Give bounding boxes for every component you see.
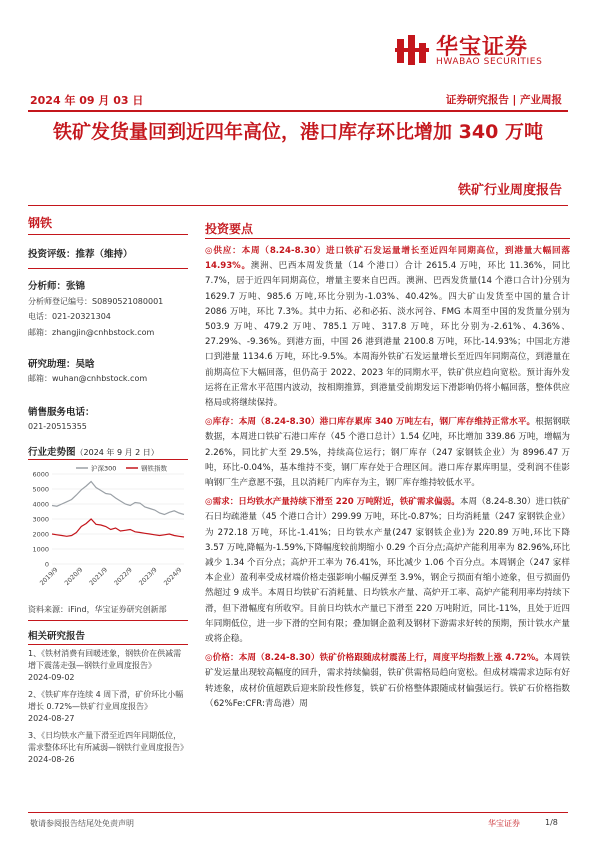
sales-heading: 销售服务电话： (28, 407, 95, 418)
key-point-text: 本周（8.24-8.30）进口铁矿石日均疏港量（45 个港口合计）299.99 万吨，环比-0.87%；日均消耗量（247 家钢铁企业）为 272.18 万吨，环比-1.41%；日均铁水产量(247 家钢铁企业)为 220.89 万吨,环比下降 3.57 万吨,降幅为-1.59%,下降幅度较前期缩小 0.29 个百分点;高炉产能利用率为 82.96%,环比减少 1.34 个百分点；高炉开工率为 76.41%，环比减少 1.06 个百分点。本周钢企（247 家样本企业）盈利率受成材端价格走强影响小幅反弹至 3.9%，钢企亏损面有缩小迹象，但亏损面仍然超过 9 成半。本周日均铁矿石消耗量、日均铁水产量、高炉开工率、高炉产能利用率均持续下滑，但下滑幅度有所收窄。目前日均铁水产量已下滑至 220 万吨附近，同比-11%，且处于近四年同期低位，进一步下滑的空间有限；叠加钢企盈利及钢材下游需求好转的预期，预计铁水产量或将企稳。 (205, 497, 570, 645)
key-point-supply (205, 244, 570, 411)
related-reports-heading: 相关研究报告 (28, 631, 86, 642)
section-divider (28, 644, 188, 645)
key-point-inventory (205, 415, 570, 491)
key-point-demand (205, 495, 570, 647)
rating-value: 推荐（维持） (75, 249, 133, 260)
brand-name: 华宝证券 (436, 35, 529, 60)
related-report-title[interactable]: 2、《铁矿库存连续 4 周下滑，矿价环比小幅增长 0.72%—铁矿行业周度报告》 (28, 690, 184, 711)
key-point-price (205, 651, 570, 712)
report-title: 铁矿发货量回到近四年高位，港口库存环比增加 340 万吨 (53, 121, 543, 143)
assistant-name: 吴晗 (75, 359, 95, 370)
chart-legend (76, 464, 168, 473)
brand-logo-icon (395, 33, 429, 67)
investment-rating (28, 246, 188, 260)
related-report-date: 2024-08-26 (28, 755, 75, 764)
bullet-icon: ◎ (205, 497, 213, 508)
analyst-heading (28, 278, 188, 292)
footer-brand: 华宝证券 (488, 819, 520, 828)
key-point-lead: 供应：本周（8.24-8.30）进口铁矿石发运量增长至近四年同期高位，到港量大幅回落 14.93%。 (205, 246, 570, 272)
key-point-text: 本周铁矿发运量出现较高幅度的回升，需求持续偏弱，铁矿供需格局趋向宽松。但成材端需求边际有好转迹象，成材价值超跌后迎来阶段性修复，铁矿石价格整体跟随成材偏强运行。铁矿石价格指数（62%Fe:CFR:青岛港）周 (205, 653, 570, 709)
industry-trend-chart (24, 460, 190, 592)
x-tick-label: 2022/9 (113, 566, 134, 588)
assistant-label: 研究助理： (28, 359, 76, 370)
key-points-body (205, 244, 570, 712)
y-tick-label: 6000 (32, 470, 49, 479)
x-axis (39, 566, 184, 587)
related-report-item[interactable] (28, 730, 188, 766)
disclaimer-note: 敬请参阅报告结尾处免责声明 (30, 819, 134, 828)
chart-source: 资料来源：iFind，华宝证券研究创新部 (28, 605, 167, 614)
key-point-text: 澳洲、巴西本周发货量（14 个港口）合计 2615.4 万吨，环比 11.36%，同比 7.7%，居于近四年同期高位，增量主要来自巴西。澳洲、巴西发货量(14 个港口合计)分别为 1629.7 万吨、985.6 万吨,环比分别为-1.03%、40.42%。四大矿山发货至中国的量合计 2086 万吨，环比 7.3%。其中力拓、必和必拓、淡水河谷、FMG 本周至中国的发货量分别为 503.9 万吨、479.2 万吨、785.1 万吨、317.8 万吨，环比分别为-2.61%、4.36%、27.29%、-9.36%。到港方面，中国 26 港到港量 2100.8 万吨，环比-14.93%；中国北方港口到港量 1134.6 万吨，环比-9.5%。本周海外铁矿石发运量增长至近四年同期高位，到港量在前期高位下大幅回落，但仍高于 2022、2023 年的同期水平，铁矿供应趋向宽松。预计海外发运将在正常水平范围内波动，按相期推算，到港量受前期发运下滑影响仍将小幅回落，整体供应格局或将继续保持。 (205, 261, 570, 409)
chart-heading (28, 444, 188, 458)
y-tick-label: 4000 (32, 500, 49, 509)
rating-label: 投资评级： (28, 249, 76, 260)
key-point-lead: 库存：本周（8.24-8.30）港口库存累库 340 万吨左右，钢厂库存维持正常水平。 (212, 417, 536, 428)
series-line (52, 482, 184, 515)
key-points-heading: 投资要点 (205, 222, 254, 236)
y-tick-label: 5000 (32, 485, 49, 494)
report-subtitle: 铁矿行业周度报告 (457, 183, 562, 198)
footer-divider (28, 812, 568, 813)
sales-phone: 021-20515355 (28, 422, 87, 431)
related-report-title[interactable]: 1、《铁材消费有回暖迹象，钢铁价在供减需增下震荡走强—钢铁行业周度报告》 (28, 649, 182, 670)
legend-label: 钢铁指数 (141, 464, 167, 473)
bullet-icon: ◎ (205, 653, 213, 664)
key-points-divider (205, 238, 570, 239)
chart-title: 行业走势图 (28, 447, 76, 458)
related-report-date: 2024-09-02 (28, 673, 75, 682)
analyst-name: 张锦 (66, 281, 86, 292)
section-divider (28, 268, 188, 269)
sector-name: 钢铁 (28, 216, 53, 230)
title-divider (28, 205, 568, 206)
y-tick-label: 0 (44, 560, 49, 569)
series-line (52, 519, 184, 537)
x-tick-label: 2019/9 (38, 566, 60, 588)
x-tick-label: 2021/9 (88, 566, 110, 588)
report-type-tag: 证券研究报告 | 产业周报 (445, 94, 562, 106)
y-tick-label: 1000 (32, 545, 49, 554)
header-divider (28, 110, 568, 112)
key-point-lead: 需求：日均铁水产量持续下滑至 220 万吨附近，铁矿需求偏弱。 (212, 497, 460, 508)
y-tick-label: 3000 (32, 515, 49, 524)
x-tick-label: 2024/9 (162, 566, 184, 588)
brand-name-en: HWABAO SECURITIES (436, 57, 543, 67)
key-point-text: 根据钢联数据，本周进口铁矿石港口库存（45 个港口总计）1.54 亿吨，环比增加 339.86 万吨，增幅为 2.26%，同比扩大至 29.5%，持续高位运行；钢厂库存（247 家钢铁企业）为 8996.47 万吨，环比-0.04%，基本维持不变，钢厂库存处于合理区间。港口库存累库明显，受利润不佳影响钢厂生产意愿不强，且以消耗厂内库存为主，钢厂库存维持较低水平。 (205, 417, 570, 489)
series-lines (52, 482, 184, 538)
bullet-icon: ◎ (205, 417, 213, 428)
related-report-item[interactable] (28, 689, 188, 725)
y-axis (32, 471, 184, 569)
x-tick-label: 2023/9 (137, 566, 159, 588)
analyst-email[interactable]: 邮箱：zhangjin@cnhbstock.com (28, 328, 155, 337)
bullet-icon: ◎ (205, 246, 214, 256)
analyst-label: 分析师： (28, 281, 67, 292)
page-number: 1/8 (545, 818, 558, 827)
assistant-heading (28, 356, 188, 370)
related-report-item[interactable] (28, 648, 188, 684)
analyst-phone: 电话：021-20321304 (28, 312, 111, 321)
legend-label: 沪深300 (91, 464, 117, 473)
related-reports-list (28, 648, 188, 766)
analyst-cert: 分析师登记编号：S0890521080001 (28, 297, 164, 306)
assistant-email[interactable]: 邮箱：wuhan@cnhbstock.com (28, 374, 148, 383)
report-date: 2024 年 09 月 03 日 (30, 94, 144, 107)
key-point-lead: 价格：本周（8.24-8.30）铁矿价格跟随成材震荡上行，周度平均指数上涨 4.72%。 (212, 653, 544, 664)
x-tick-label: 2020/9 (63, 566, 85, 588)
y-tick-label: 2000 (32, 530, 49, 539)
sector-divider (28, 234, 188, 235)
chart-date: （2024 年 9 月 2 日） (75, 448, 159, 457)
section-divider (28, 620, 188, 621)
related-report-title[interactable]: 3、《日均铁水产量下滑至近四年同期低位，需求整体环比有所减弱—钢铁行业周度报告》 (28, 731, 188, 752)
related-report-date: 2024-08-27 (28, 714, 75, 723)
